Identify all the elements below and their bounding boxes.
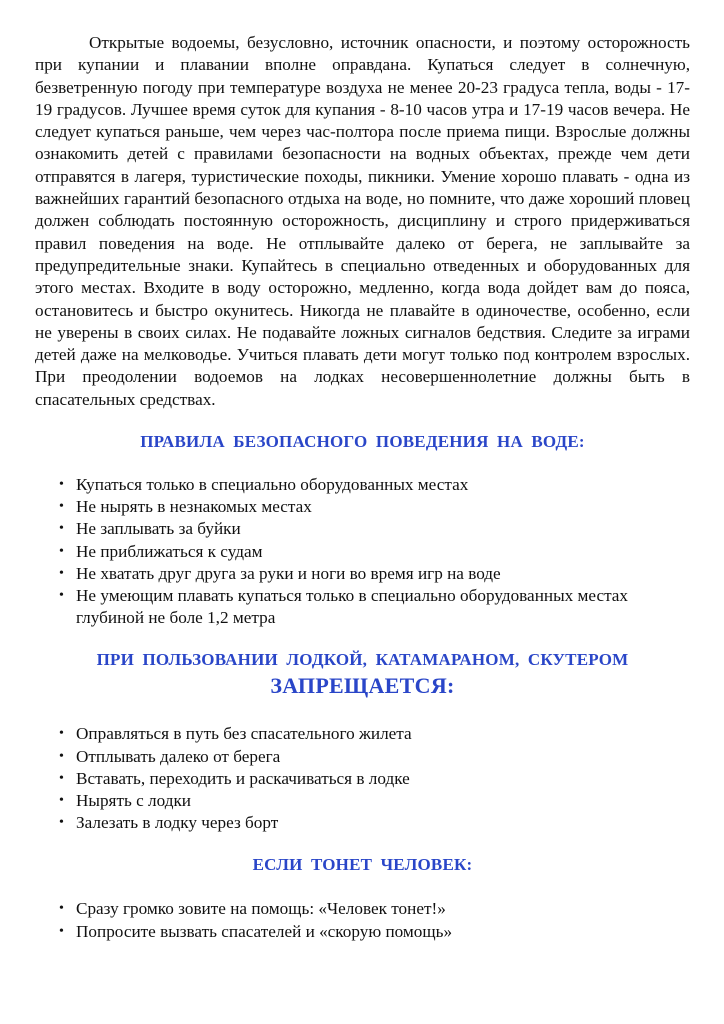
list-item: [59, 585, 690, 629]
bullet-icon: •: [59, 565, 64, 581]
bullet-icon: •: [59, 477, 64, 493]
list-item: [59, 746, 690, 768]
boat-rules-heading-line2: ЗАПРЕЩАЕТСЯ:: [270, 673, 455, 699]
list-item-text: Оправляться в путь без спасательного жилета: [76, 724, 412, 744]
bullet-icon: •: [59, 793, 64, 809]
list-item-text: Залезать в лодку через борт: [76, 813, 279, 833]
list-item: [59, 518, 690, 540]
list-item: [59, 723, 690, 745]
list-item-text: Вставать, переходить и раскачиваться в лодке: [76, 768, 410, 788]
list-item-text: Не заплывать за буйки: [76, 519, 241, 539]
bullet-icon: •: [59, 748, 64, 764]
bullet-icon: •: [59, 770, 64, 786]
bullet-icon: •: [59, 815, 64, 831]
list-item-text: Попросите вызвать спасателей и «скорую помощь»: [76, 921, 453, 941]
bullet-icon: •: [59, 521, 64, 537]
bullet-icon: •: [59, 588, 64, 604]
list-item: [59, 496, 690, 518]
list-item-text: Не умеющим плавать купаться только в специально оборудованных местах глубиной не боле 1,2 метра: [76, 586, 629, 628]
boat-rules-list: [35, 723, 690, 834]
list-item-text: Купаться только в специально оборудованных местах: [76, 475, 469, 495]
list-item: [59, 563, 690, 585]
drowning-heading: ЕСЛИ ТОНЕТ ЧЕЛОВЕК:: [252, 855, 473, 875]
list-item-text: Сразу громко зовите на помощь: «Человек тонет!»: [76, 899, 446, 919]
list-item-text: Не приближаться к судам: [76, 541, 263, 561]
list-item-text: Не нырять в незнакомых местах: [76, 497, 312, 517]
list-item: [59, 768, 690, 790]
bullet-icon: •: [59, 923, 64, 939]
intro-paragraph: Открытые водоемы, безусловно, источник опасности, и поэтому осторожность при купании и плавании вполне оправдана. Купаться следует в солнечную, безветренную погоду при температуре воздуха не менее 20-23 градуса тепла, воды - 17-19 градусов. Лучшее время суток для купания - 8-10 часов утра и 17-19 часов вечера. Не следует купаться раньше, чем через час-полтора после приема пищи. Взрослые должны ознакомить детей с правилами безопасности на водных объектах, прежде чем дети отправятся в лагеря, туристические походы, пикники. Умение хорошо плавать - одна из важнейших гарантий безопасного отдыха на воде, но помните, что даже хороший пловец должен соблюдать постоянную осторожность, дисциплину и строго придерживаться правил поведения на воде. Не отплывайте далеко от берега, не заплывайте за предупредительные знаки. Купайтесь в специально отведенных и оборудованных для этого местах. Входите в воду осторожно, медленно, когда вода дойдет вам до пояса, остановитесь и быстро окунитесь. Никогда не плавайте в одиночестве, особенно, если не уверены в своих силах. Не подавайте ложных сигналов бедствия. Следите за играми детей даже на мелководье. Учиться плавать дети могут только под контролем взрослых. При преодолении водоемов на лодках несовершеннолетние должны быть в спасательных средствах.: [35, 33, 690, 409]
bullet-icon: •: [59, 901, 64, 917]
list-item: [59, 812, 690, 834]
boat-rules-heading-line1: ПРИ ПОЛЬЗОВАНИИ ЛОДКОЙ, КАТАМАРАНОМ, СКУТЕРОМ: [96, 650, 629, 670]
boat-rules-heading: [35, 647, 690, 701]
bullet-icon: •: [59, 726, 64, 742]
bullet-icon: •: [59, 499, 64, 515]
list-item: [59, 474, 690, 496]
bullet-icon: •: [59, 543, 64, 559]
list-item-text: Отплывать далеко от берега: [76, 746, 281, 766]
list-item-text: Нырять с лодки: [76, 791, 191, 811]
drowning-list: [35, 898, 690, 942]
list-item-text: Не хватать друг друга за руки и ноги во время игр на воде: [76, 563, 501, 583]
list-item: [59, 541, 690, 563]
list-item: [59, 898, 690, 920]
water-rules-heading: ПРАВИЛА БЕЗОПАСНОГО ПОВЕДЕНИЯ НА ВОДЕ:: [140, 432, 585, 452]
list-item: [59, 790, 690, 812]
water-rules-list: [35, 474, 690, 629]
list-item: [59, 921, 690, 943]
